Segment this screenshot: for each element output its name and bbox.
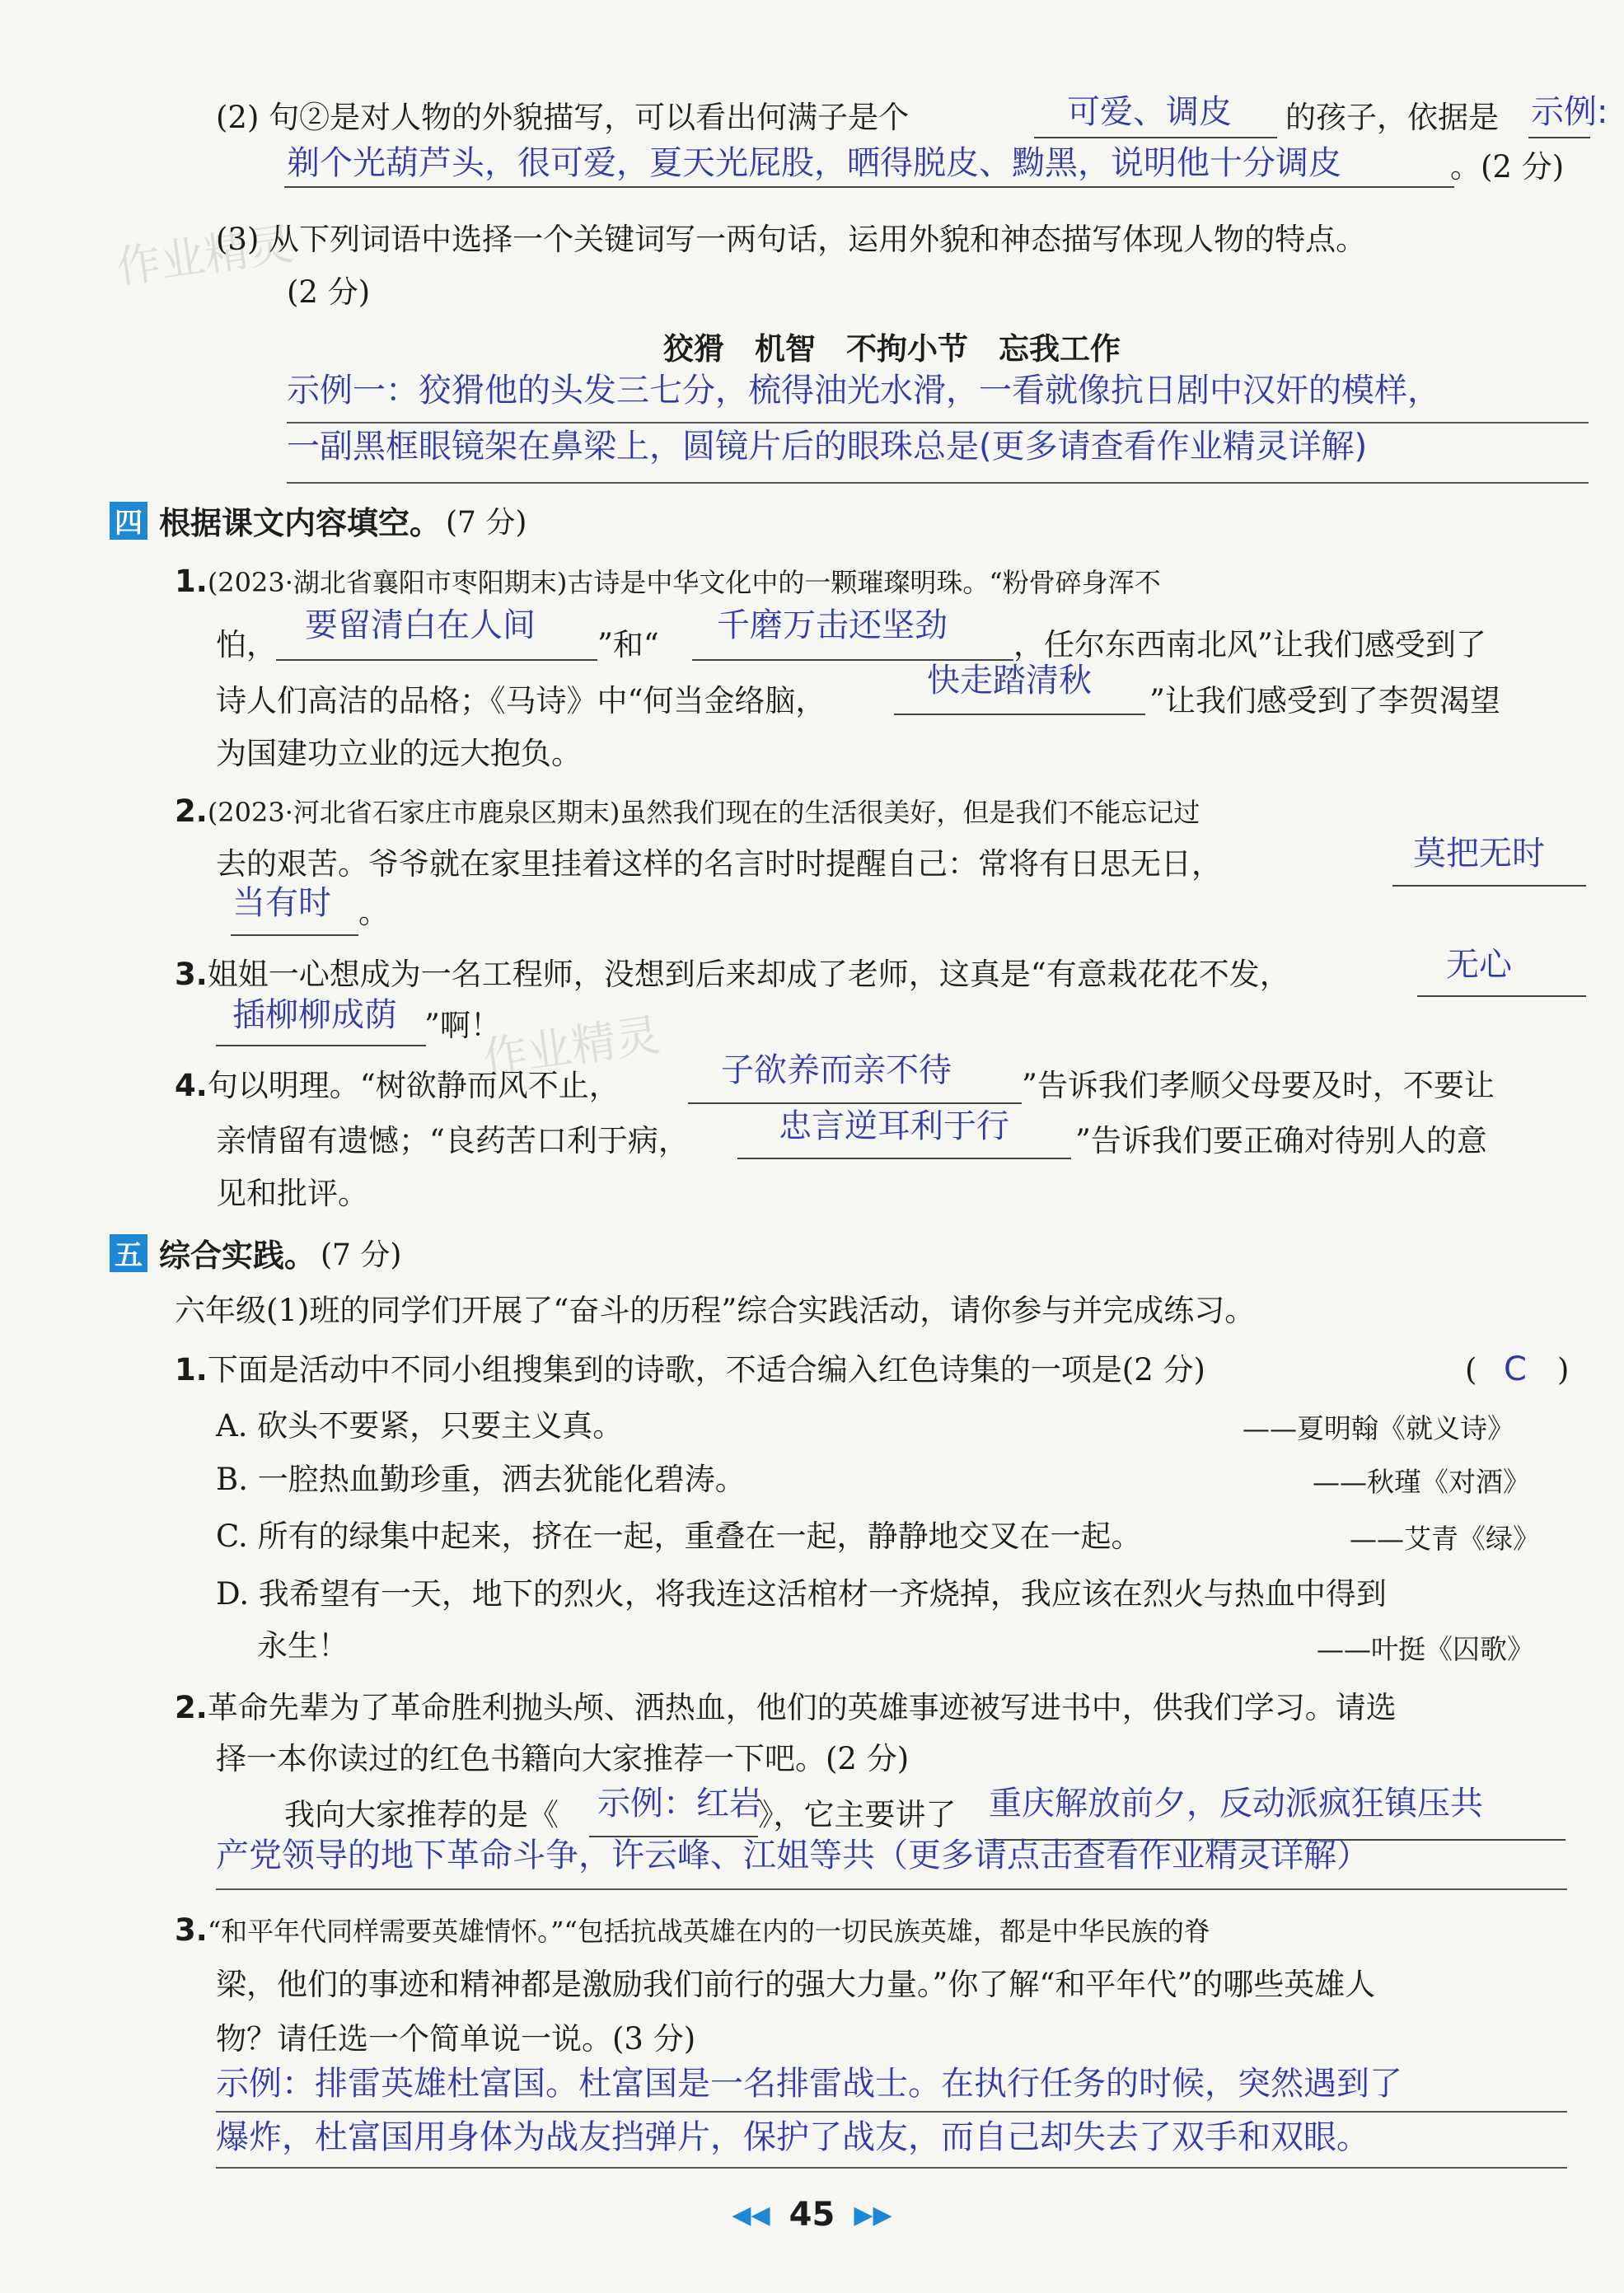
- watermark: 作业精灵: [480, 1008, 663, 1085]
- q5-2-answer1: 示例：红岩: [597, 1785, 762, 1823]
- q4-4-line2b: ”告诉我们要正确对待别人的意: [1075, 1123, 1487, 1158]
- q5-3-line1: 3.“和平年代同样需要英雄情怀。”“包括抗战英雄在内的一切民族英雄，都是中华民族的脊: [175, 1912, 1210, 1948]
- q4-1-line1: 1.(2023·湖北省襄阳市枣阳期末)古诗是中华文化中的一颗璀璨明珠。“粉骨碎身浑不: [175, 564, 1161, 599]
- q4-2-line1: 2.(2023·河北省石家庄市鹿泉区期末)虽然我们现在的生活很美好，但是我们不能忘记过: [175, 793, 1200, 829]
- q4-1-answer3: 快走踏清秋: [927, 662, 1092, 700]
- section-5-points: (7 分): [321, 1238, 402, 1272]
- q5-3-line2: 梁，他们的事迹和精神都是激励我们前行的强大力量。”你了解“和平年代”的哪些英雄人: [216, 1967, 1376, 2002]
- q5-2-line3a: 我向大家推荐的是《: [284, 1797, 559, 1832]
- blank-line: [1034, 137, 1277, 138]
- q4-4-line1a: 4.句以明理。“树欲静而风不止，: [175, 1068, 620, 1103]
- q5-2-line1: 2.革命先辈为了革命胜利抛头颅、洒热血，他们的英雄事迹被写进书中，供我们学习。请选: [175, 1690, 1397, 1725]
- question-3-points: (2 分): [287, 274, 371, 310]
- q5-3-line3: 物？请任选一个简单说一说。(3 分): [216, 2021, 696, 2057]
- blank-line: [284, 186, 1454, 188]
- q4-1-line3a: 诗人们高洁的品格；《马诗》中“何当金络脑，: [216, 683, 826, 718]
- q5-1-option-d: D. 我希望有一天，地下的烈火，将我连这活棺材一齐烧掉，我应该在烈火与热血中得到: [216, 1576, 1387, 1612]
- answer-2-2-text: 剃个光葫芦头，很可爱，夏天光屁股，晒得脱皮、黝黑，说明他十分调皮: [287, 144, 1341, 182]
- blank-line: [1528, 137, 1590, 138]
- q4-3-end: ”啊！: [424, 1008, 501, 1043]
- q4-1-answer1: 要留清白在人间: [305, 606, 536, 644]
- answer-line: [287, 482, 1589, 484]
- q4-1-line2c: ，任尔东西南北风”让我们感受到了: [1013, 627, 1486, 662]
- section-5-header: [110, 1230, 401, 1275]
- watermark: 作业精灵: [113, 218, 297, 294]
- blank-line: [276, 659, 597, 661]
- section-5-badge: 五: [110, 1234, 147, 1272]
- q4-3-answer2: 插柳柳成荫: [232, 996, 397, 1034]
- answer-line: [216, 2111, 1567, 2113]
- blank-line: [688, 1102, 1022, 1104]
- q5-2-answer2: 重庆解放前夕，反动派疯狂镇压共: [989, 1785, 1483, 1823]
- q4-1-line2a: 怕，: [216, 627, 277, 662]
- q5-1-option-d-source: ——叶挺《囚歌》: [1317, 1633, 1534, 1665]
- q5-2-line2: 择一本你读过的红色书籍向大家推荐一下吧。(2 分): [216, 1741, 910, 1776]
- q4-1-line3b: ”让我们感受到了李贺渴望: [1149, 683, 1500, 718]
- answer-3-line2: 一副黑框眼镜架在鼻梁上，圆镜片后的眼珠总是(更多请查看作业精灵详解): [287, 428, 1368, 466]
- q4-2-line2: 去的艰苦。爷爷就在家里挂着这样的名言时时提醒自己：常将有日思无日，: [216, 846, 1222, 882]
- section-4-title: 根据课文内容填空。: [159, 505, 442, 541]
- question-2-text: 的孩子，依据是: [1285, 100, 1499, 135]
- q5-1-answer: C: [1504, 1350, 1527, 1388]
- q4-1-line2b: ”和“: [597, 627, 659, 662]
- blank-line: [1392, 885, 1586, 887]
- q5-1-paren-open: (: [1465, 1352, 1477, 1387]
- answer-2-1: 可爱、调皮: [1067, 93, 1232, 131]
- section-5-title: 综合实践。: [159, 1238, 316, 1274]
- blank-line: [737, 1158, 1071, 1159]
- q5-2-line3b: 》，它主要讲了: [758, 1797, 957, 1832]
- section-4-header: [110, 498, 527, 543]
- q4-1-line4: 为国建功立业的远大抱负。: [216, 736, 582, 771]
- q4-2-end: 。: [358, 895, 389, 930]
- q5-2-answer3: 产党领导的地下革命斗争，许云峰、江姐等共（更多请点击查看作业精灵详解）: [216, 1837, 1369, 1874]
- section-5-intro: 六年级(1)班的同学们开展了“奋斗的历程”综合实践活动，请你参与并完成练习。: [175, 1293, 1256, 1328]
- q5-1-option-d-cont: 永生！: [257, 1628, 349, 1664]
- q4-4-line3: 见和批评。: [216, 1176, 368, 1211]
- q4-4-line1b: ”告诉我们孝顺父母要及时，不要让: [1022, 1068, 1495, 1103]
- next-page-icon: ▶▶: [854, 2200, 892, 2230]
- blank-line: [216, 1045, 426, 1046]
- q4-2-answer1: 莫把无时: [1413, 835, 1545, 873]
- answer-line: [287, 422, 1589, 424]
- q5-1-option-b-source: ——秋瑾《对酒》: [1313, 1466, 1530, 1498]
- q5-1-option-a-source: ——夏明翰《就义诗》: [1243, 1412, 1514, 1444]
- section-4-badge: 四: [110, 502, 147, 540]
- q4-1-answer2: 千磨万击还坚劲: [717, 606, 948, 644]
- q4-4-answer1: 子欲养而亲不待: [721, 1051, 952, 1089]
- q5-1-option-a: A. 砍头不要紧，只要主义真。: [216, 1408, 624, 1444]
- section-4-points: (7 分): [446, 506, 527, 540]
- blank-line: [231, 934, 358, 936]
- blank-line: [894, 714, 1145, 715]
- q5-1-option-b: B. 一腔热血勤珍重，洒去犹能化碧涛。: [216, 1462, 746, 1497]
- answer-2-2-label: 示例:: [1531, 93, 1608, 131]
- q5-1-paren-close: ): [1557, 1352, 1570, 1387]
- page-number: 45: [789, 2196, 835, 2234]
- question-3-text: (3) 从下列词语中选择一个关键词写一两句话，运用外貌和神态描写体现人物的特点。: [216, 222, 1367, 257]
- answer-line: [216, 2167, 1567, 2169]
- q4-4-answer2: 忠言逆耳利于行: [779, 1107, 1009, 1145]
- prev-page-icon: ◀◀: [732, 2200, 770, 2230]
- q5-3-answer-line2: 爆炸，杜富国用身体为战友挡弹片，保护了战友，而自己却失去了双手和双眼。: [216, 2118, 1369, 2156]
- q4-3-answer1: 无心: [1446, 946, 1512, 984]
- blank-line: [1417, 995, 1586, 997]
- q4-4-line2a: 亲情留有遗憾；“良药苦口利于病，: [216, 1123, 689, 1158]
- q4-3-line1: 3.姐姐一心想成为一名工程师，没想到后来却成了老师，这真是“有意栽花花不发，: [175, 957, 1290, 992]
- q4-2-answer2: 当有时: [232, 884, 331, 922]
- page-footer: [0, 2196, 1624, 2234]
- keyword-list: 狡猾 机智 不拘小节 忘我工作: [663, 330, 1121, 367]
- q5-3-answer-line1: 示例：排雷英雄杜富国。杜富国是一名排雷战士。在执行任务的时候，突然遇到了: [216, 2065, 1402, 2103]
- question-2-text: (2) 句②是对人物的外貌描写，可以看出何满子是个: [216, 100, 910, 135]
- answer-3-line1: 示例一：狡猾他的头发三七分，梳得油光水滑，一看就像抗日剧中汉奸的模样，: [287, 372, 1440, 409]
- q5-1-text: 1.下面是活动中不同小组搜集到的诗歌，不适合编入红色诗集的一项是(2 分): [175, 1352, 1205, 1387]
- answer-line: [216, 1888, 1567, 1890]
- q5-1-option-c: C. 所有的绿集中起来，挤在一起，重叠在一起，静静地交叉在一起。: [216, 1519, 1142, 1554]
- question-2-points: 。(2 分): [1450, 149, 1565, 185]
- q5-1-option-c-source: ——艾青《绿》: [1350, 1523, 1540, 1555]
